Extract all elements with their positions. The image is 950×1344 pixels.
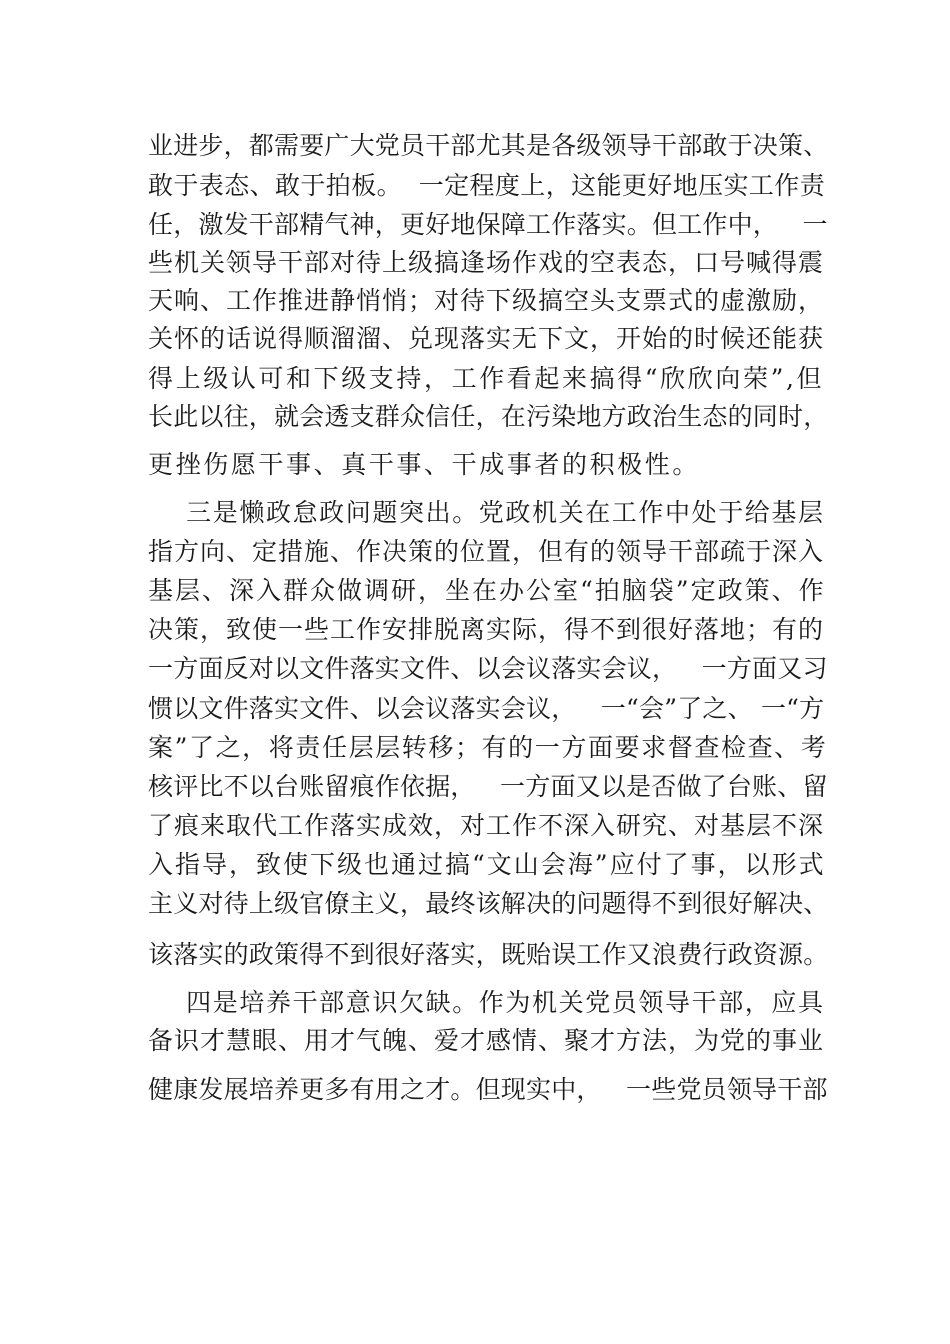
text-line-16: 案”了之，将责任层层转移；有的一方面要求督查检查、考 — [148, 733, 828, 762]
text-line-8: 长此以往，就会透支群众信任，在污染地方政治生态的同时， — [148, 402, 829, 431]
text-line-6: 关怀的话说得顺溜溜、兑现落实无下文，开始的时候还能获 — [148, 324, 825, 353]
text-line-15: 惯以文件落实文件、以会议落实会议， 一“会”了之、 一“方 — [148, 694, 825, 723]
text-line-11: 指方向、定措施、作决策的位置，但有的领导干部疏于深入 — [148, 537, 825, 566]
text-line-2: 敢于表态、敢于拍板。 一定程度上，这能更好地压实工作责 — [148, 171, 826, 200]
text-line-24: 健康发展培养更多有用之才。但现实中， 一些党员领导干部 — [148, 1075, 828, 1104]
text-line-12: 基层、深入群众做调研，坐在办公室“拍脑袋”定政策、作 — [148, 576, 826, 605]
text-line-19: 入指导，致使下级也通过搞“文山会海”应付了事，以形式 — [148, 850, 826, 879]
text-line-21: 该落实的政策得不到很好落实，既贻误工作又浪费行政资源。 — [148, 940, 829, 969]
paragraph-4-line-1: 四是培养干部意识欠缺。作为机关党员领导干部，应具 — [148, 988, 825, 1017]
text-line-14: 一方面反对以文件落实文件、以会议落实会议， 一方面又习 — [148, 654, 828, 683]
text-line-7: 得上级认可和下级支持，工作看起来搞得“欣欣向荣”,但 — [148, 364, 825, 393]
text-line-18: 了痕来取代工作落实成效，对工作不深入研究、对基层不深 — [148, 811, 825, 840]
text-line-1: 业进步，都需要广大党员干部尤其是各级领导干部敢于决策、 — [148, 131, 829, 160]
text-line-5: 天响、工作推进静悄悄；对待下级搞空头支票式的虚激励， — [148, 286, 825, 315]
text-line-20: 主义对待上级官僚主义，最终该解决的问题得不到很好解决、 — [148, 889, 829, 918]
text-line-9: 更挫伤愿干事、真干事、干成事者的积极性。 — [148, 450, 701, 479]
text-line-23: 备识才慧眼、用才气魄、爱才感情、聚才方法，为党的事业 — [148, 1026, 825, 1055]
text-line-17: 核评比不以台账留痕作依据， 一方面又以是否做了台账、留 — [148, 772, 828, 801]
text-line-4: 些机关领导干部对待上级搞逢场作戏的空表态，口号喊得震 — [148, 248, 825, 277]
paragraph-3-line-1: 三是懒政怠政问题突出。党政机关在工作中处于给基层 — [148, 498, 825, 527]
text-line-13: 决策，致使一些工作安排脱离实际，得不到很好落地；有的 — [148, 615, 825, 644]
text-line-3: 任，激发干部精气神，更好地保障工作落实。但工作中， 一 — [148, 210, 828, 239]
